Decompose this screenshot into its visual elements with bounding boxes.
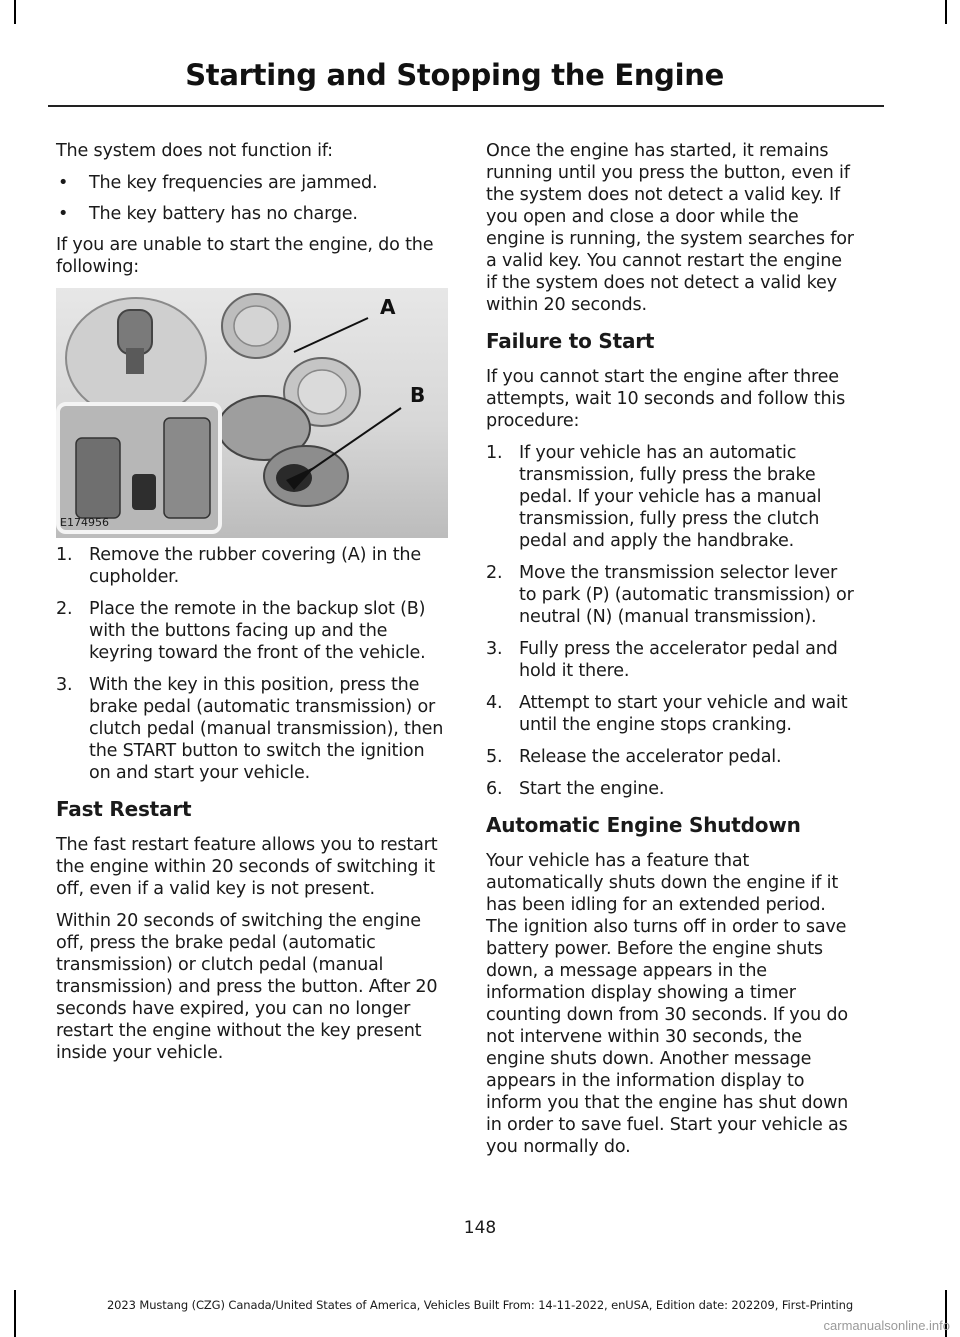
step-text: Attempt to start your vehicle and wait until the engine stops cranking.: [519, 693, 848, 735]
step-text: Start the engine.: [519, 779, 665, 799]
step-number: 3.: [56, 675, 73, 695]
step-text: With the key in this position, press the brake pedal (automatic transmission) or clutch pedal (manual transmission), then the START button to switch the ignition on and start your vehicle.: [89, 675, 444, 783]
step-number: 3.: [486, 639, 503, 659]
step-number: 2.: [56, 599, 73, 619]
list-item: [486, 638, 854, 682]
section-heading-fast-restart: Fast Restart: [56, 797, 192, 821]
right-column: [486, 140, 854, 1168]
figure-code: E174956: [60, 516, 109, 529]
list-item: [486, 562, 854, 628]
crop-mark: [945, 0, 947, 24]
step-number: 6.: [486, 779, 503, 799]
list-item: [56, 674, 451, 784]
step-number: 1.: [486, 443, 503, 463]
left-column: [56, 140, 451, 1074]
list-item: [486, 442, 854, 552]
step-text: Fully press the accelerator pedal and hold it there.: [519, 639, 838, 681]
bullet-text: The key battery has no charge.: [89, 204, 358, 224]
header-divider: [48, 105, 884, 107]
crop-mark: [14, 0, 16, 24]
page-number: 148: [463, 1218, 497, 1238]
fast-restart-text: Within 20 seconds of switching the engine off, press the brake pedal (automatic transmission) or clutch pedal (manual transmission) and press the button. After 20 seconds have expired, you can no longer restart the engine without the key present inside your vehicle.: [56, 911, 438, 1063]
section-heading-automatic-shutdown: Automatic Engine Shutdown: [486, 813, 801, 837]
step-text: If your vehicle has an automatic transmission, fully press the brake pedal. If your vehicle has a manual transmission, fully press the clutch pedal and apply the handbrake.: [519, 443, 822, 551]
step-text: Place the remote in the backup slot (B) with the buttons facing up and the keyring toward the front of the vehicle.: [89, 599, 426, 663]
list-item: [486, 692, 854, 736]
list-item: [56, 172, 451, 194]
watermark: carmanualsonline.info: [823, 1318, 950, 1333]
list-item: [486, 746, 854, 768]
list-item: [56, 598, 451, 664]
list-item: [486, 778, 854, 800]
fast-restart-text: The fast restart feature allows you to restart the engine within 20 seconds of switching it off, even if a valid key is not present.: [56, 835, 438, 899]
bullet-marker: •: [58, 204, 69, 224]
step-text: Remove the rubber covering (A) in the cupholder.: [89, 545, 421, 587]
figure-label-a: A: [380, 295, 396, 319]
cupholder-illustration: [56, 288, 448, 538]
step-number: 5.: [486, 747, 503, 767]
step-number: 1.: [56, 545, 73, 565]
running-text: Once the engine has started, it remains running until you press the button, even if the system does not detect a valid key. If you open and close a door while the engine is running, the system searches for a valid key. You cannot restart the engine if the system does not detect a valid key within 20 seconds.: [486, 141, 854, 315]
figure-label-b: B: [410, 383, 426, 407]
bullet-text: The key frequencies are jammed.: [89, 173, 378, 193]
page-title: Starting and Stopping the Engine: [185, 58, 724, 92]
shutdown-text: Your vehicle has a feature that automatically shuts down the engine if it has been idling for an extended period. The ignition also turns off in order to save battery power. Before the engine shuts down, a message appears in the information display showing a timer counting down from 30 seconds. If you do not intervene within 30 seconds, the engine shuts down. Another message appears in the information display to inform you that the engine has shut down in order to save fuel. Start your vehicle as you normally do.: [486, 851, 849, 1157]
section-heading-failure-to-start: Failure to Start: [486, 329, 655, 353]
bullet-marker: •: [58, 173, 69, 193]
list-item: [56, 203, 451, 225]
cupholder-backup-slot-figure: [56, 288, 448, 538]
unable-text: If you are unable to start the engine, do the following:: [56, 235, 434, 277]
intro-text: The system does not function if:: [56, 141, 333, 161]
step-text: Release the accelerator pedal.: [519, 747, 782, 767]
footer-edition-info: 2023 Mustang (CZG) Canada/United States of America, Vehicles Built From: 14-11-2022, enUSA, Edition date: 202209, First-Printing: [106, 1298, 854, 1312]
step-number: 4.: [486, 693, 503, 713]
step-number: 2.: [486, 563, 503, 583]
list-item: [56, 544, 451, 588]
failure-intro: If you cannot start the engine after three attempts, wait 10 seconds and follow this procedure:: [486, 367, 846, 431]
step-text: Move the transmission selector lever to park (P) (automatic transmission) or neutral (N) (manual transmission).: [519, 563, 854, 627]
